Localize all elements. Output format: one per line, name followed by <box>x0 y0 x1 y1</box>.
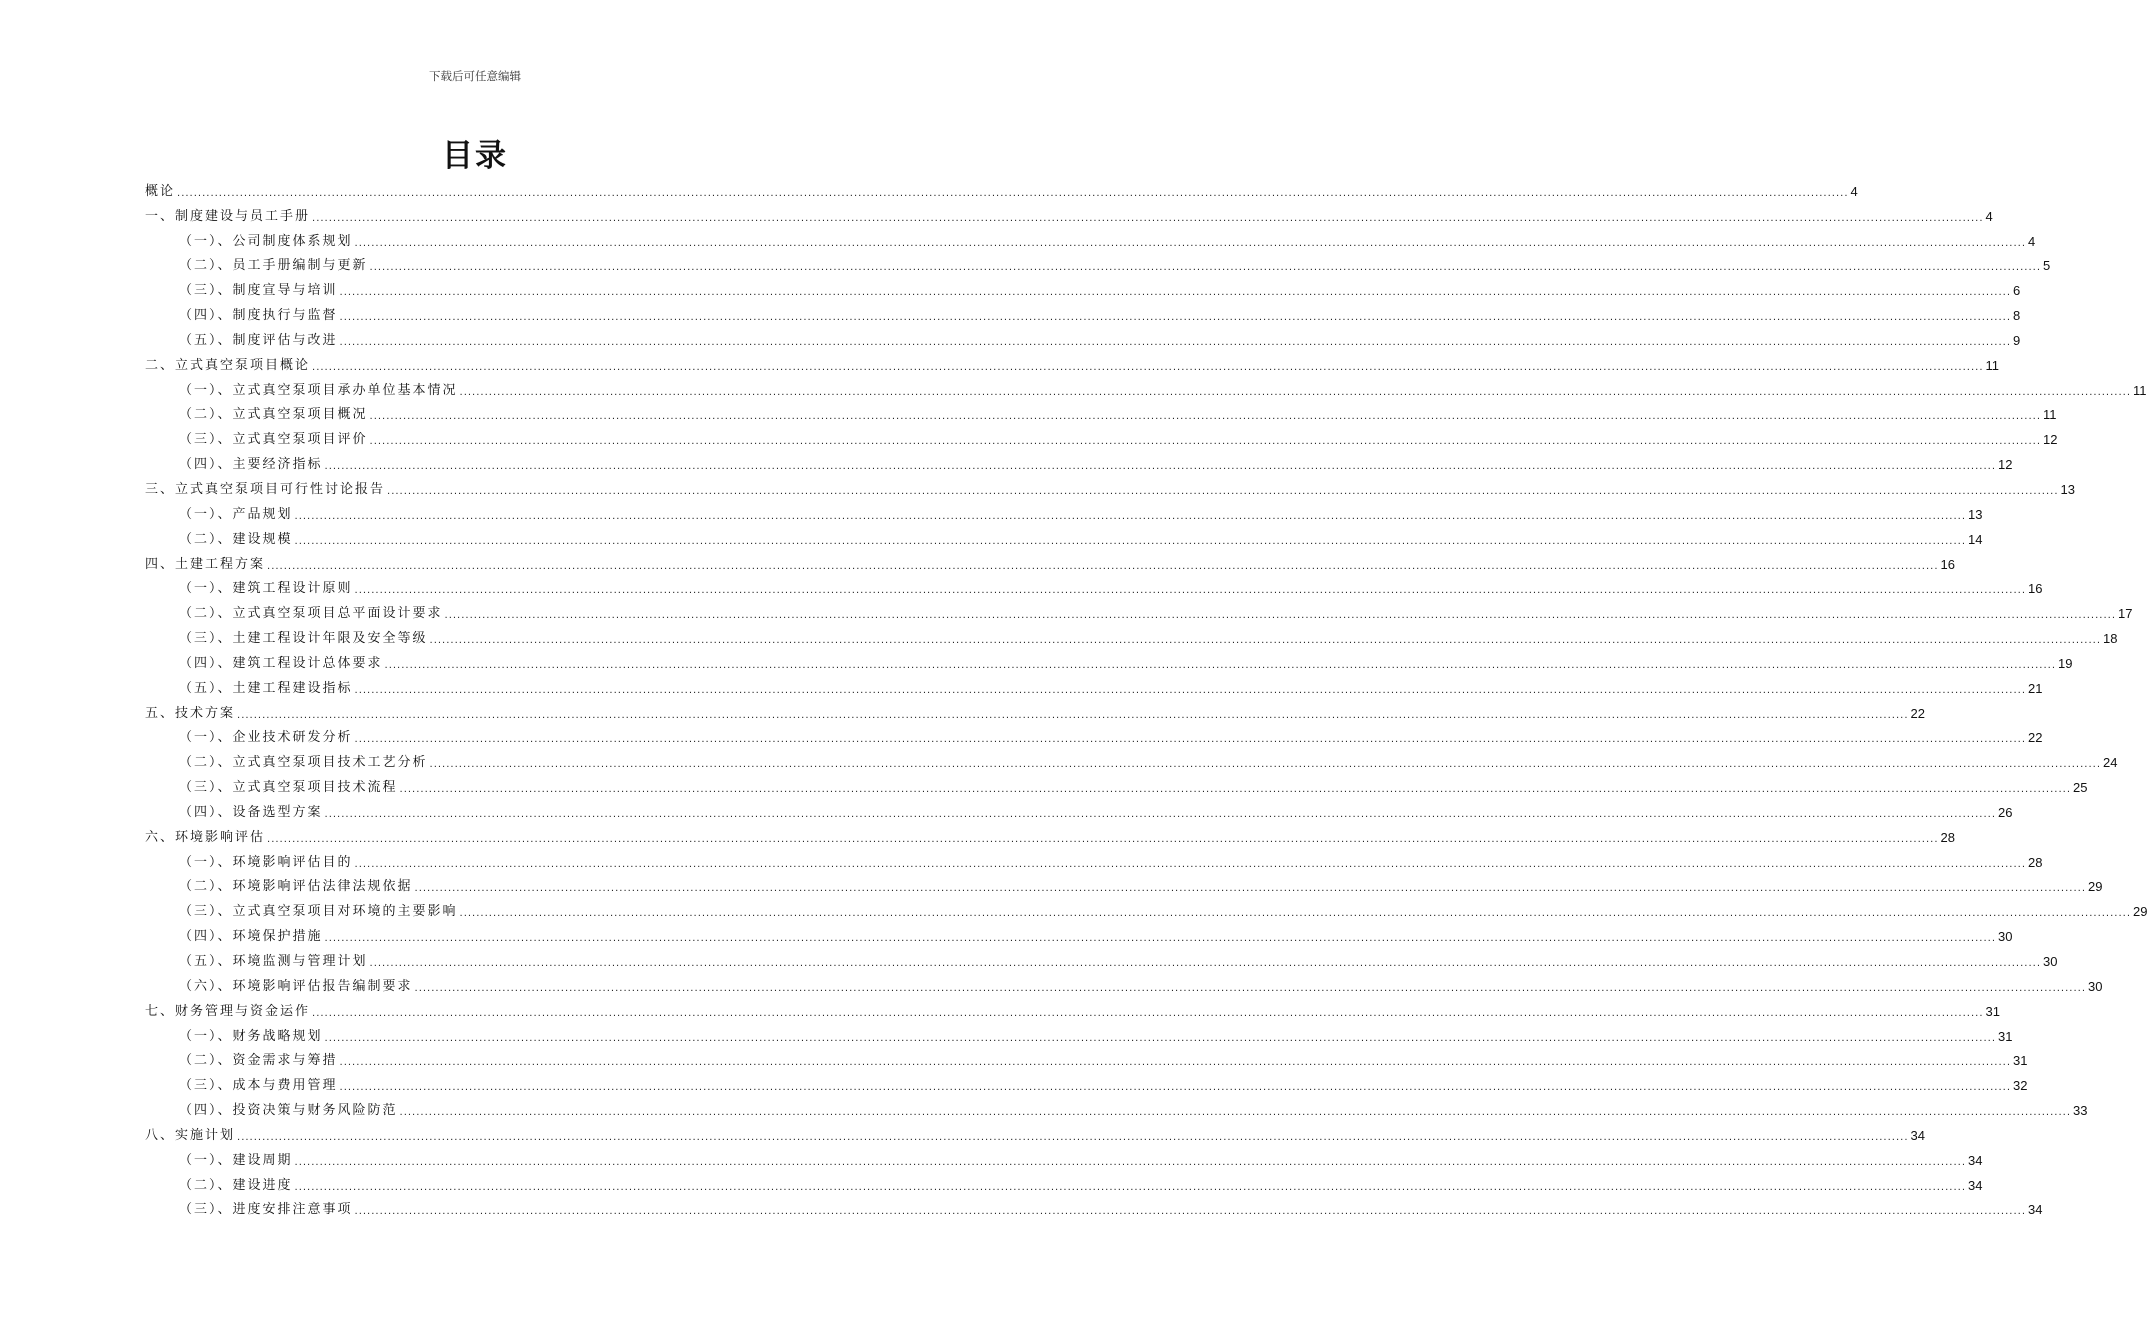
toc-entry-title: 一、制度建设与员工手册 <box>145 208 311 224</box>
toc-entry[interactable] <box>145 350 1999 375</box>
toc-entry-page: 31 <box>2013 1053 2028 1069</box>
toc-entry[interactable] <box>145 772 2088 797</box>
toc-entry-title: （二）、资金需求与筹措 <box>179 1053 338 1069</box>
toc-entry[interactable] <box>145 400 2057 425</box>
toc-entry[interactable] <box>145 946 2058 971</box>
toc-entry-title: （四）、建筑工程设计总体要求 <box>179 655 383 671</box>
toc-entry-page: 33 <box>2073 1103 2088 1119</box>
toc-entry-page: 28 <box>1940 829 1955 845</box>
toc-entry[interactable] <box>145 375 2147 400</box>
toc-entry-page: 22 <box>2028 730 2043 746</box>
toc-entry-page: 13 <box>1968 506 1983 522</box>
toc-entry[interactable] <box>145 797 2013 822</box>
toc-leader-dots: ................................................................................................................................................................................................................................................................................................................................................................................................................ <box>294 1156 1966 1168</box>
toc-entry-title: （一）、财务战略规划 <box>179 1028 323 1044</box>
toc-entry-page: 16 <box>1940 556 1955 572</box>
toc-entry[interactable] <box>145 300 2021 325</box>
toc-entry-page: 13 <box>2060 481 2075 497</box>
toc-leader-dots: ................................................................................................................................................................................................................................................................................................................................................................................................................ <box>369 262 2041 274</box>
toc-entry-page: 31 <box>1985 1003 2000 1019</box>
toc-entry-title: （三）、立式真空泵项目对环境的主要影响 <box>179 904 458 920</box>
toc-entry-title: （四）、设备选型方案 <box>179 804 323 820</box>
toc-leader-dots: ................................................................................................................................................................................................................................................................................................................................................................................................................ <box>414 982 2086 994</box>
toc-entry-page: 5 <box>2043 258 2051 274</box>
toc-leader-dots: ................................................................................................................................................................................................................................................................................................................................................................................................................ <box>324 808 1996 820</box>
toc-leader-dots: ................................................................................................................................................................................................................................................................................................................................................................................................................ <box>267 560 1939 572</box>
toc-entry-title: （四）、制度执行与监督 <box>179 308 338 324</box>
toc-entry-title: 概论 <box>145 183 176 199</box>
toc-entry-title: （一）、建设周期 <box>179 1152 293 1168</box>
toc-entry-title: （二）、建设规模 <box>179 531 293 547</box>
toc-entry-title: （二）、立式真空泵项目总平面设计要求 <box>179 606 443 622</box>
toc-entry-page: 11 <box>2133 382 2147 398</box>
toc-leader-dots: ................................................................................................................................................................................................................................................................................................................................................................................................................ <box>459 908 2131 920</box>
toc-leader-dots: ................................................................................................................................................................................................................................................................................................................................................................................................................ <box>339 1057 2011 1069</box>
toc-entry-page: 9 <box>2013 332 2021 348</box>
toc-entry-page: 24 <box>2103 755 2118 771</box>
toc-entry-title: （四）、环境保护措施 <box>179 929 323 945</box>
toc-entry-title: （二）、员工手册编制与更新 <box>179 258 368 274</box>
toc-entry-title: （一）、立式真空泵项目承办单位基本情况 <box>179 382 458 398</box>
toc-entry-title: （六）、环境影响评估报告编制要求 <box>179 978 413 994</box>
toc-leader-dots: ................................................................................................................................................................................................................................................................................................................................................................................................................ <box>339 336 2011 348</box>
toc-entry[interactable] <box>145 723 2043 748</box>
toc-entry[interactable] <box>145 1195 2043 1220</box>
toc-entry-title: 五、技术方案 <box>145 705 236 721</box>
toc-leader-dots: ................................................................................................................................................................................................................................................................................................................................................................................................................ <box>312 361 1984 373</box>
toc-entry-page: 30 <box>2043 954 2058 969</box>
toc-leader-dots: ................................................................................................................................................................................................................................................................................................................................................................................................................ <box>354 684 2026 696</box>
toc-leader-dots: ................................................................................................................................................................................................................................................................................................................................................................................................................ <box>324 1032 1996 1044</box>
toc-entry-page: 34 <box>2028 1202 2043 1218</box>
toc-entry-title: （一）、产品规划 <box>179 506 293 522</box>
toc-entry[interactable] <box>145 275 2021 300</box>
toc-entry[interactable] <box>145 325 2021 350</box>
toc-leader-dots: ................................................................................................................................................................................................................................................................................................................................................................................................................ <box>312 1007 1984 1019</box>
toc-leader-dots: ................................................................................................................................................................................................................................................................................................................................................................................................................ <box>414 883 2086 895</box>
toc-entry[interactable] <box>145 847 2043 872</box>
toc-leader-dots: ................................................................................................................................................................................................................................................................................................................................................................................................................ <box>324 933 1996 945</box>
toc-entry-page: 14 <box>1968 531 1983 547</box>
toc-leader-dots: ................................................................................................................................................................................................................................................................................................................................................................................................................ <box>339 287 2011 299</box>
toc-entry-title: （五）、环境监测与管理计划 <box>179 954 368 969</box>
toc-entry[interactable] <box>145 598 2133 623</box>
toc-entry[interactable] <box>145 1145 1983 1170</box>
toc-entry[interactable] <box>145 971 2103 996</box>
toc-entry[interactable] <box>145 549 1955 574</box>
toc-entry[interactable] <box>145 1021 2013 1046</box>
toc-entry-title: （三）、立式真空泵项目评价 <box>179 432 368 448</box>
toc-entry-title: （一）、建筑工程设计原则 <box>179 581 353 597</box>
toc-entry-title: （二）、环境影响评估法律法规依据 <box>179 879 413 895</box>
toc-entry[interactable] <box>145 896 2147 921</box>
toc-entry-page: 6 <box>2013 283 2021 299</box>
toc-entry-page: 30 <box>1998 929 2013 945</box>
toc-entry-page: 17 <box>2118 606 2133 622</box>
toc-entry-title: 三、立式真空泵项目可行性讨论报告 <box>145 481 386 497</box>
toc-entry[interactable] <box>145 1046 2028 1071</box>
toc-entry-page: 8 <box>2013 308 2021 324</box>
toc-entry-title: （二）、立式真空泵项目技术工艺分析 <box>179 755 428 771</box>
toc-entry-title: （五）、制度评估与改进 <box>179 332 338 348</box>
toc-leader-dots: ................................................................................................................................................................................................................................................................................................................................................................................................................ <box>399 784 2071 796</box>
toc-entry-page: 34 <box>1968 1152 1983 1168</box>
toc-entry-title: 六、环境影响评估 <box>145 829 266 845</box>
toc-leader-dots: ................................................................................................................................................................................................................................................................................................................................................................................................................ <box>429 635 2101 647</box>
toc-entry[interactable] <box>145 822 1955 847</box>
toc-leader-dots: ................................................................................................................................................................................................................................................................................................................................................................................................................ <box>429 759 2101 771</box>
toc-leader-dots: ................................................................................................................................................................................................................................................................................................................................................................................................................ <box>459 386 2131 398</box>
toc-entry-title: （一）、公司制度体系规划 <box>179 233 353 249</box>
toc-entry-page: 21 <box>2028 680 2043 696</box>
toc-entry-page: 29 <box>2133 904 2147 920</box>
toc-entry[interactable] <box>145 226 2036 251</box>
toc-entry-page: 12 <box>2043 432 2058 448</box>
toc-entry[interactable] <box>145 623 2118 648</box>
toc-leader-dots: ................................................................................................................................................................................................................................................................................................................................................................................................................ <box>354 734 2026 746</box>
toc-entry-title: （一）、环境影响评估目的 <box>179 854 353 870</box>
toc-entry-title: （二）、立式真空泵项目概况 <box>179 407 368 423</box>
toc-entry[interactable] <box>145 648 2073 673</box>
toc-leader-dots: ................................................................................................................................................................................................................................................................................................................................................................................................................ <box>237 1131 1909 1143</box>
toc-entry[interactable] <box>145 499 1983 524</box>
toc-entry-page: 4 <box>1985 208 1993 224</box>
page-header: 下载后可任意编辑 <box>429 69 521 83</box>
toc-entry-page: 29 <box>2088 879 2103 895</box>
toc-entry-title: （三）、成本与费用管理 <box>179 1078 338 1094</box>
toc-entry[interactable] <box>145 474 2075 499</box>
toc-entry-title: （二）、建设进度 <box>179 1177 293 1193</box>
toc-entry-page: 30 <box>2088 978 2103 994</box>
toc-entry[interactable] <box>145 996 2000 1021</box>
toc-leader-dots: ................................................................................................................................................................................................................................................................................................................................................................................................................ <box>387 485 2059 497</box>
toc-entry-page: 19 <box>2058 655 2073 671</box>
toc-entry[interactable] <box>145 524 1983 549</box>
toc-entry-page: 4 <box>2028 233 2036 249</box>
toc-leader-dots: ................................................................................................................................................................................................................................................................................................................................................................................................................ <box>384 659 2056 671</box>
toc-entry-page: 31 <box>1998 1028 2013 1044</box>
toc-entry-page: 4 <box>1850 183 1858 199</box>
toc-leader-dots: ................................................................................................................................................................................................................................................................................................................................................................................................................ <box>369 958 2041 969</box>
toc-leader-dots: ................................................................................................................................................................................................................................................................................................................................................................................................................ <box>312 212 1984 224</box>
toc-entry[interactable] <box>145 201 1993 226</box>
toc-leader-dots: ................................................................................................................................................................................................................................................................................................................................................................................................................ <box>339 312 2011 324</box>
toc-leader-dots: ................................................................................................................................................................................................................................................................................................................................................................................................................ <box>339 1082 2011 1094</box>
toc-leader-dots: ................................................................................................................................................................................................................................................................................................................................................................................................................ <box>294 1181 1966 1193</box>
toc-leader-dots: ................................................................................................................................................................................................................................................................................................................................................................................................................ <box>369 436 2041 448</box>
table-of-contents <box>145 176 2147 1219</box>
toc-entry[interactable] <box>145 176 1858 201</box>
toc-leader-dots: ................................................................................................................................................................................................................................................................................................................................................................................................................ <box>324 461 1996 473</box>
toc-entry-title: （三）、土建工程设计年限及安全等级 <box>179 631 428 647</box>
toc-entry-page: 28 <box>2028 854 2043 870</box>
toc-entry-page: 34 <box>1910 1127 1925 1143</box>
toc-entry-title: （三）、进度安排注意事项 <box>179 1202 353 1218</box>
toc-entry[interactable] <box>145 1070 2028 1095</box>
toc-entry-page: 11 <box>1985 357 1999 373</box>
toc-entry-title: 二、立式真空泵项目概论 <box>145 357 311 373</box>
toc-leader-dots: ................................................................................................................................................................................................................................................................................................................................................................................................................ <box>399 1107 2071 1119</box>
toc-entry-page: 25 <box>2073 780 2088 796</box>
toc-leader-dots: ................................................................................................................................................................................................................................................................................................................................................................................................................ <box>267 833 1939 845</box>
toc-entry-page: 12 <box>1998 457 2013 473</box>
toc-entry-page: 32 <box>2013 1078 2028 1094</box>
toc-entry[interactable] <box>145 449 2013 474</box>
toc-entry-page: 26 <box>1998 804 2013 820</box>
toc-leader-dots: ................................................................................................................................................................................................................................................................................................................................................................................................................ <box>237 709 1909 721</box>
toc-entry[interactable] <box>145 424 2058 449</box>
toc-entry[interactable] <box>145 747 2118 772</box>
toc-leader-dots: ................................................................................................................................................................................................................................................................................................................................................................................................................ <box>294 535 1966 547</box>
toc-entry-page: 18 <box>2103 631 2118 647</box>
toc-entry[interactable] <box>145 1095 2088 1120</box>
toc-leader-dots: ................................................................................................................................................................................................................................................................................................................................................................................................................ <box>444 610 2116 622</box>
toc-leader-dots: ................................................................................................................................................................................................................................................................................................................................................................................................................ <box>354 858 2026 870</box>
toc-entry-title: （五）、土建工程建设指标 <box>179 680 353 696</box>
toc-entry-title: （三）、制度宣导与培训 <box>179 283 338 299</box>
toc-entry[interactable] <box>145 698 1925 723</box>
toc-entry-title: （一）、企业技术研发分析 <box>179 730 353 746</box>
toc-entry-page: 22 <box>1910 705 1925 721</box>
toc-leader-dots: ................................................................................................................................................................................................................................................................................................................................................................................................................ <box>369 411 2041 423</box>
toc-entry-title: （三）、立式真空泵项目技术流程 <box>179 780 398 796</box>
toc-entry[interactable] <box>145 574 2043 599</box>
toc-entry-title: 七、财务管理与资金运作 <box>145 1003 311 1019</box>
toc-entry-title: 八、实施计划 <box>145 1127 236 1143</box>
toc-entry[interactable] <box>145 921 2013 946</box>
toc-entry[interactable] <box>145 1120 1925 1145</box>
toc-entry-page: 16 <box>2028 581 2043 597</box>
toc-leader-dots: ................................................................................................................................................................................................................................................................................................................................................................................................................ <box>354 237 2026 249</box>
toc-entry-page: 34 <box>1968 1177 1983 1193</box>
toc-entry-page: 11 <box>2043 407 2057 423</box>
toc-entry-title: （四）、投资决策与财务风险防范 <box>179 1103 398 1119</box>
toc-leader-dots: ................................................................................................................................................................................................................................................................................................................................................................................................................ <box>294 510 1966 522</box>
toc-entry[interactable] <box>145 872 2103 897</box>
toc-entry[interactable] <box>145 251 2051 276</box>
toc-entry[interactable] <box>145 673 2043 698</box>
toc-leader-dots: ................................................................................................................................................................................................................................................................................................................................................................................................................ <box>177 187 1849 199</box>
toc-leader-dots: ................................................................................................................................................................................................................................................................................................................................................................................................................ <box>354 585 2026 597</box>
toc-leader-dots: ................................................................................................................................................................................................................................................................................................................................................................................................................ <box>354 1206 2026 1218</box>
toc-entry[interactable] <box>145 1170 1983 1195</box>
toc-entry-title: 四、土建工程方案 <box>145 556 266 572</box>
toc-entry-title: （四）、主要经济指标 <box>179 457 323 473</box>
page-title: 目录 <box>442 138 508 174</box>
